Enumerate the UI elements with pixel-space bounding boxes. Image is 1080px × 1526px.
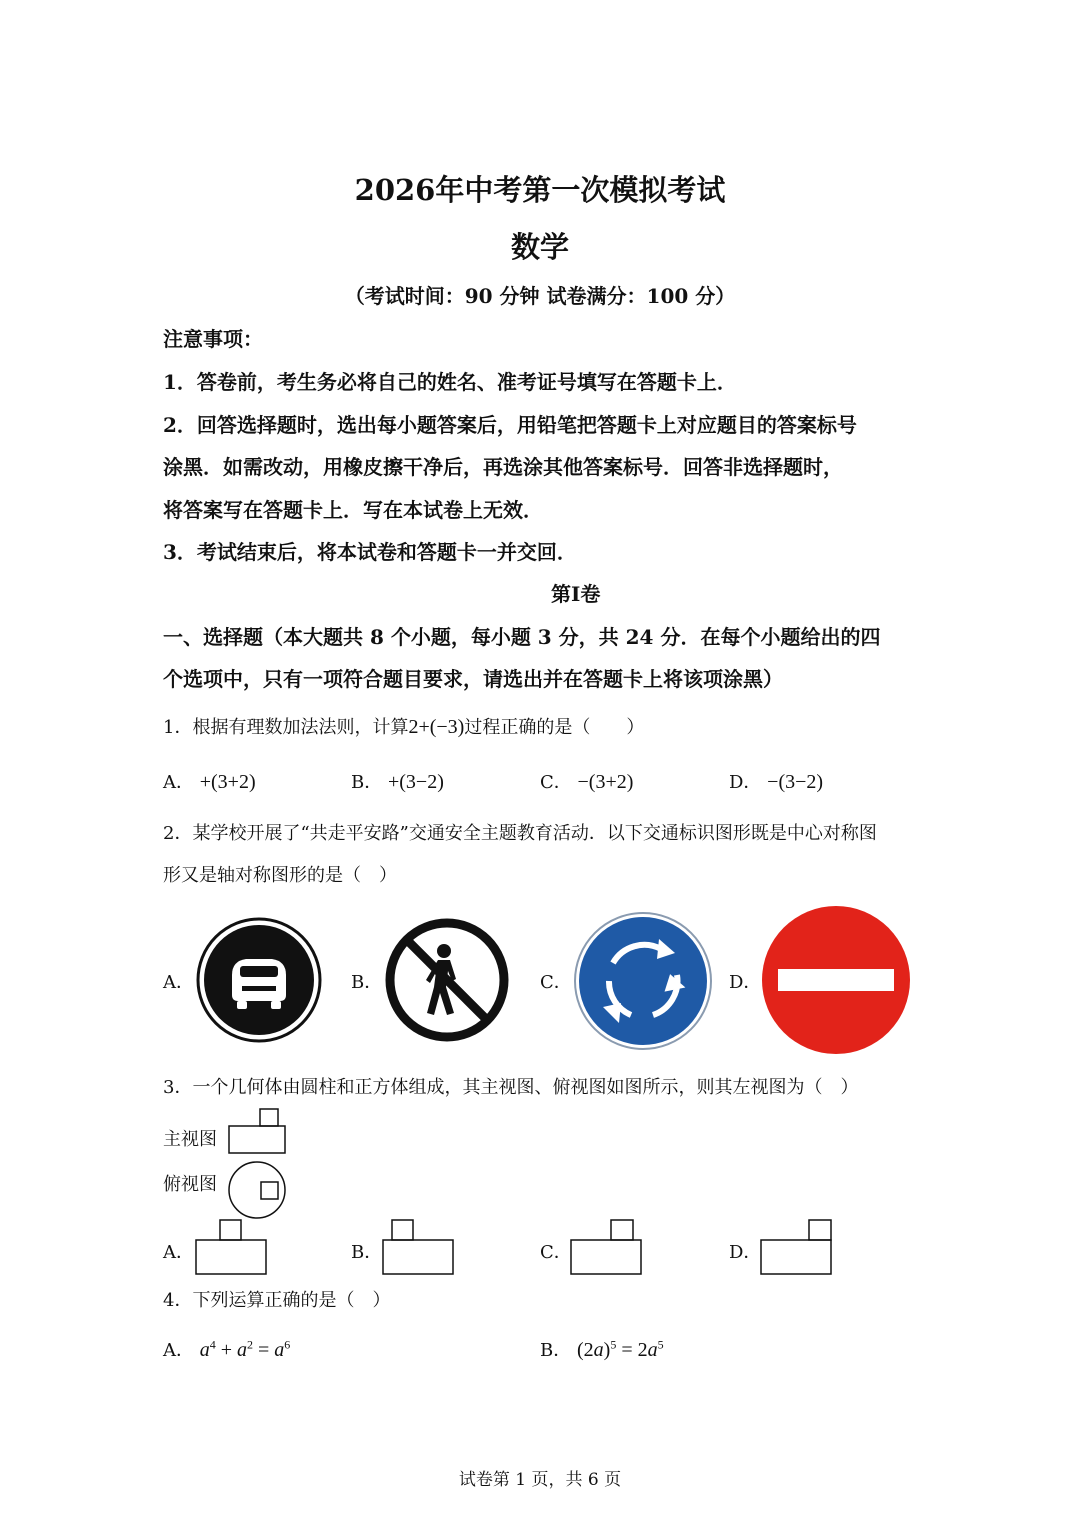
- subject-title: 数学: [510, 230, 569, 264]
- top-view-label: 俯视图: [163, 1174, 217, 1195]
- q3-option-c-label[interactable]: C．: [540, 1242, 572, 1263]
- q2-option-d-label[interactable]: D．: [729, 972, 762, 993]
- page-footer: 试卷第 1 页，共 6 页: [458, 1470, 622, 1490]
- q4-option-b-expression: $(2a)^5 = 2a^5$: [576, 1337, 664, 1361]
- q1-option-b[interactable]: [351, 768, 444, 794]
- question-2-line-1: 2．某学校开展了“共走平安路”交通安全主题教育活动．以下交通标识图形既是中心对称图: [163, 823, 877, 844]
- question-1-expression: 2+(−3): [408, 716, 465, 738]
- q4-option-a[interactable]: [163, 1336, 290, 1362]
- q1-option-c[interactable]: [540, 768, 633, 794]
- option-expression: +(3+2): [199, 771, 256, 793]
- option-label: B．: [351, 772, 383, 793]
- note-item-2-line-2: 涂黑．如需改动，用橡皮擦干净后，再选涂其他答案标号．回答非选择题时，: [163, 455, 843, 479]
- q3-option-b-label[interactable]: B．: [351, 1242, 383, 1263]
- q1-option-d[interactable]: [729, 768, 823, 794]
- q3-option-d-figure[interactable]: [760, 1218, 834, 1278]
- option-label: B．: [540, 1340, 572, 1361]
- top-view-figure: [228, 1161, 288, 1221]
- section-heading-line-1: 一、选择题（本大题共 8 个小题，每小题 3 分，共 24 分．在每个小题给出的四: [163, 625, 881, 649]
- exam-info: （考试时间：90 分钟 试卷满分：100 分）: [344, 284, 736, 308]
- question-3-stem: 3．一个几何体由圆柱和正方体组成，其主视图、俯视图如图所示，则其左视图为（ ）: [163, 1077, 859, 1098]
- question-4-stem: 4．下列运算正确的是（ ）: [163, 1290, 391, 1311]
- option-label: A．: [163, 772, 194, 793]
- option-expression: +(3−2): [387, 771, 444, 793]
- option-label: C．: [540, 772, 572, 793]
- q3-option-d-label[interactable]: D．: [729, 1242, 762, 1263]
- section-heading-line-2: 个选项中，只有一项符合题目要求，请选出并在答题卡上将该项涂黑）: [163, 667, 783, 691]
- no-entry-sign-icon[interactable]: [761, 905, 911, 1055]
- question-1-suffix: 过程正确的是（ ）: [464, 717, 645, 738]
- q4-option-b[interactable]: [540, 1336, 664, 1362]
- exam-title: 2026年中考第一次模拟考试: [354, 173, 726, 207]
- no-motor-vehicles-sign-icon[interactable]: [196, 917, 322, 1043]
- note-item-3: 3．考试结束后，将本试卷和答题卡一并交回．: [163, 540, 577, 564]
- main-view-label: 主视图: [163, 1129, 217, 1150]
- q2-option-c-label[interactable]: C．: [540, 972, 572, 993]
- question-1-prefix: 1．根据有理数加法法则，计算: [163, 717, 409, 738]
- no-pedestrians-sign-icon[interactable]: [384, 917, 510, 1043]
- q1-option-a[interactable]: [163, 768, 256, 794]
- q4-option-a-expression: $a^4 + a^2 = a^6$: [199, 1337, 291, 1361]
- volume-heading: 第Ⅰ卷: [551, 582, 601, 606]
- question-2-line-2: 形又是轴对称图形的是（ ）: [163, 865, 397, 886]
- question-1: [163, 713, 644, 739]
- q3-option-a-figure[interactable]: [195, 1218, 269, 1278]
- q3-option-b-figure[interactable]: [382, 1218, 456, 1278]
- note-item-2-line-3: 将答案写在答题卡上．写在本试卷上无效．: [163, 498, 543, 522]
- note-item-2-line-1: 2．回答选择题时，选出每小题答案后，用铅笔把答题卡上对应题目的答案标号: [163, 413, 857, 437]
- notes-heading: 注意事项：: [163, 327, 263, 351]
- option-expression: −(3−2): [767, 771, 824, 793]
- roundabout-sign-icon[interactable]: [573, 911, 713, 1051]
- option-label: D．: [729, 772, 762, 793]
- note-item-1: 1．答卷前，考生务必将自己的姓名、准考证号填写在答题卡上．: [163, 370, 737, 394]
- option-expression: −(3+2): [577, 771, 634, 793]
- option-label: A．: [163, 1340, 194, 1361]
- main-view-figure: [228, 1106, 288, 1156]
- q3-option-c-figure[interactable]: [570, 1218, 644, 1278]
- q2-option-b-label[interactable]: B．: [351, 972, 383, 993]
- q3-option-a-label[interactable]: A．: [163, 1242, 194, 1263]
- q2-option-a-label[interactable]: A．: [163, 972, 194, 993]
